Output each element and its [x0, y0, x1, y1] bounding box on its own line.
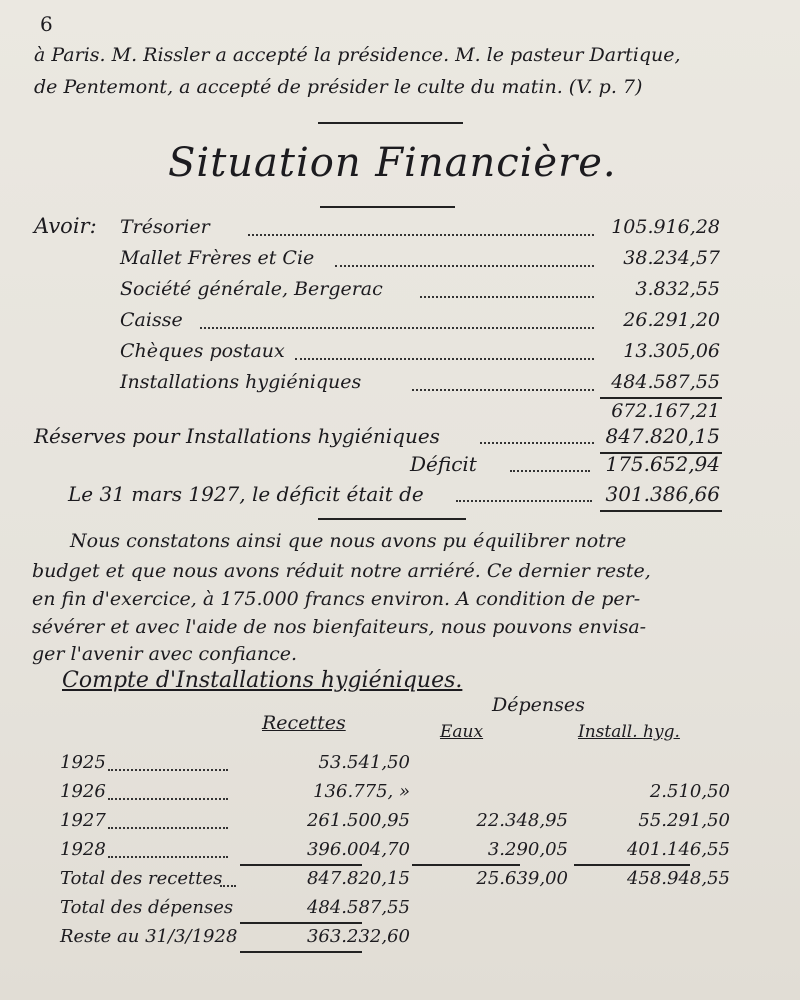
- paragraph-line-4: sévérer et avec l'aide de nos bienfaiteurs, nous pouvons envisa-: [32, 616, 647, 638]
- paragraph-line-3: en fin d'exercice, à 175.000 francs environ. A condition de per-: [32, 588, 641, 610]
- leader-dots: [248, 234, 594, 236]
- row-label: Reste au 31/3/1928: [60, 926, 238, 947]
- account-row: [60, 868, 730, 896]
- avoir-item-amount: 26.291,20: [623, 309, 720, 331]
- row-install: 401.146,55: [626, 839, 730, 860]
- avoir-item-label: Société générale, Bergerac: [120, 278, 383, 300]
- leader-dots: [108, 798, 228, 800]
- leader-dots: [420, 296, 594, 298]
- reserves-row: [34, 424, 720, 452]
- intro-line-1: à Paris. M. Rissler a accepté la présidence. M. le pasteur Dartique,: [34, 44, 681, 66]
- avoir-row: [120, 340, 720, 368]
- leader-dots: [510, 470, 590, 472]
- row-label: Total des dépenses: [60, 897, 234, 918]
- row-recettes: 53.541,50: [318, 752, 410, 773]
- leader-dots: [108, 827, 228, 829]
- separator-rule: [320, 206, 455, 208]
- section-title: Situation Financière.: [168, 140, 617, 186]
- avoir-item-label: Chèques postaux: [120, 340, 285, 362]
- avoir-item-amount: 484.587,55: [611, 371, 720, 393]
- sum-rule: [240, 922, 362, 924]
- avoir-item-label: Caisse: [120, 309, 183, 331]
- leader-dots: [412, 389, 594, 391]
- row-eaux: 3.290,05: [487, 839, 568, 860]
- avoir-item-amount: 3.832,55: [635, 278, 720, 300]
- account-row: [60, 897, 720, 925]
- sum-rule: [574, 864, 690, 866]
- separator-rule: [318, 518, 466, 520]
- row-eaux: 25.639,00: [476, 868, 568, 889]
- account-row: [60, 926, 720, 954]
- account-row: [60, 810, 730, 838]
- row-eaux: 22.348,95: [476, 810, 568, 831]
- paragraph-line-1: Nous constatons ainsi que nous avons pu équilibrer notre: [70, 530, 627, 552]
- row-label: 1927: [60, 810, 106, 831]
- avoir-item-amount: 38.234,57: [623, 247, 720, 269]
- row-recettes: 847.820,15: [306, 868, 410, 889]
- reserves-label: Réserves pour Installations hygiéniques: [34, 424, 440, 448]
- previous-deficit-amount: 301.386,66: [605, 482, 720, 506]
- leader-dots: [108, 856, 228, 858]
- avoir-subtotal: 672.167,21: [611, 400, 720, 422]
- header-recettes: Recettes: [262, 712, 346, 734]
- row-install: 55.291,50: [638, 810, 730, 831]
- avoir-item-label: Installations hygiéniques: [120, 371, 362, 393]
- paragraph-line-2: budget et que nous avons réduit notre arriéré. Ce dernier reste,: [32, 560, 651, 582]
- leader-dots: [335, 265, 594, 267]
- row-recettes: 396.004,70: [306, 839, 410, 860]
- row-recettes: 363.232,60: [306, 926, 410, 947]
- leader-dots: [220, 885, 236, 887]
- leader-dots: [200, 327, 594, 329]
- account-row: [60, 781, 730, 809]
- leader-dots: [295, 358, 594, 360]
- sum-rule: [600, 397, 722, 399]
- account-row: [60, 839, 730, 867]
- avoir-row: [120, 278, 720, 306]
- avoir-label: Avoir:: [34, 214, 97, 238]
- account-row: [60, 752, 720, 780]
- header-eaux: Eaux: [440, 722, 484, 742]
- leader-dots: [480, 442, 594, 444]
- paragraph-line-5: ger l'avenir avec confiance.: [32, 643, 298, 665]
- deficit-label: Déficit: [410, 452, 477, 476]
- page-number: 6: [40, 12, 53, 36]
- separator-rule: [318, 122, 463, 124]
- avoir-item-label: Mallet Frères et Cie: [120, 247, 315, 269]
- row-recettes: 484.587,55: [306, 897, 410, 918]
- header-depenses: Dépenses: [492, 694, 585, 716]
- account-title: Compte d'Installations hygiéniques.: [62, 668, 463, 693]
- row-recettes: 136.775, »: [313, 781, 410, 802]
- deficit-amount: 175.652,94: [605, 452, 720, 476]
- row-label: Total des recettes: [60, 868, 223, 889]
- leader-dots: [456, 500, 592, 502]
- avoir-item-amount: 13.305,06: [623, 340, 720, 362]
- avoir-row: [120, 309, 720, 337]
- row-recettes: 261.500,95: [306, 810, 410, 831]
- sum-rule: [240, 951, 362, 953]
- sum-rule: [412, 864, 520, 866]
- previous-deficit-label: Le 31 mars 1927, le déficit était de: [68, 482, 424, 506]
- previous-deficit-row: [68, 482, 720, 510]
- reserves-amount: 847.820,15: [605, 424, 720, 448]
- avoir-row: [120, 216, 720, 244]
- sum-rule: [600, 510, 722, 512]
- intro-line-2: de Pentemont, a accepté de présider le culte du matin. (V. p. 7): [34, 76, 643, 98]
- row-label: 1928: [60, 839, 106, 860]
- avoir-item-label: Trésorier: [120, 216, 210, 238]
- header-install: Install. hyg.: [578, 722, 680, 742]
- avoir-row: [120, 247, 720, 275]
- avoir-row: [120, 371, 720, 399]
- row-install: 2.510,50: [649, 781, 730, 802]
- row-label: 1926: [60, 781, 106, 802]
- leader-dots: [108, 769, 228, 771]
- row-install: 458.948,55: [626, 868, 730, 889]
- deficit-row: [410, 452, 720, 480]
- sum-rule: [240, 864, 362, 866]
- avoir-item-amount: 105.916,28: [611, 216, 720, 238]
- row-label: 1925: [60, 752, 106, 773]
